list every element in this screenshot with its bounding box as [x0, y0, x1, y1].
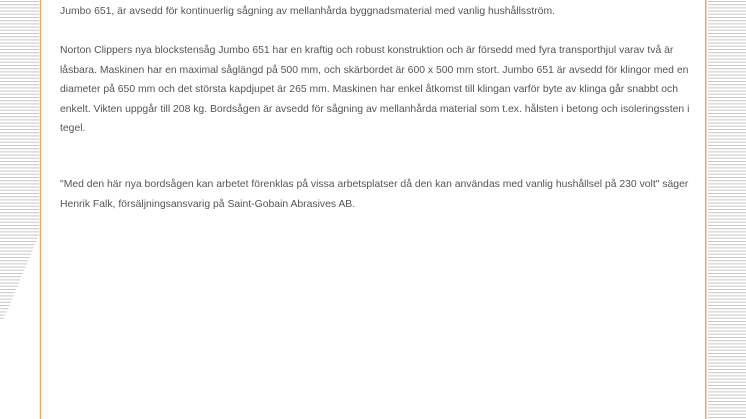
right-margin-decoration	[705, 0, 746, 419]
paragraph-specifications: Norton Clippers nya blockstensåg Jumbo 651 har en kraftig och robust konstruktion och är försedd med fyra transporthjul varav två är låsbara. Maskinen har en maximal såglängd på 500 mm, och skärbordet är 600 x 500 mm stort. Jumbo 651 är avsedd för klingor med en diameter på 650 mm och det största kapdjupet är 265 mm. Maskinen har enkel åtkomst till klingan varför byte av klinga går snabbt och enkelt. Vikten uppgår till 208 kg. Bordsågen är avsedd för sågning av mellanhårda material som t.ex. hålsten i betong och isoleringssten i tegel.	[60, 45, 690, 134]
paragraph-quote: "Med den här nya bordsågen kan arbetet förenklas på vissa arbetsplatser då den kan användas med vanlig hushållsel på 230 volt" säger Henrik Falk, försäljningsansvarig på Saint-Gobain Abrasives AB.	[60, 179, 689, 210]
paragraph-intro: Jumbo 651, är avsedd för kontinuerlig sågning av mellanhårda byggnadsmaterial med vanlig hushållsström.	[60, 6, 555, 17]
left-margin-decoration	[0, 0, 41, 419]
